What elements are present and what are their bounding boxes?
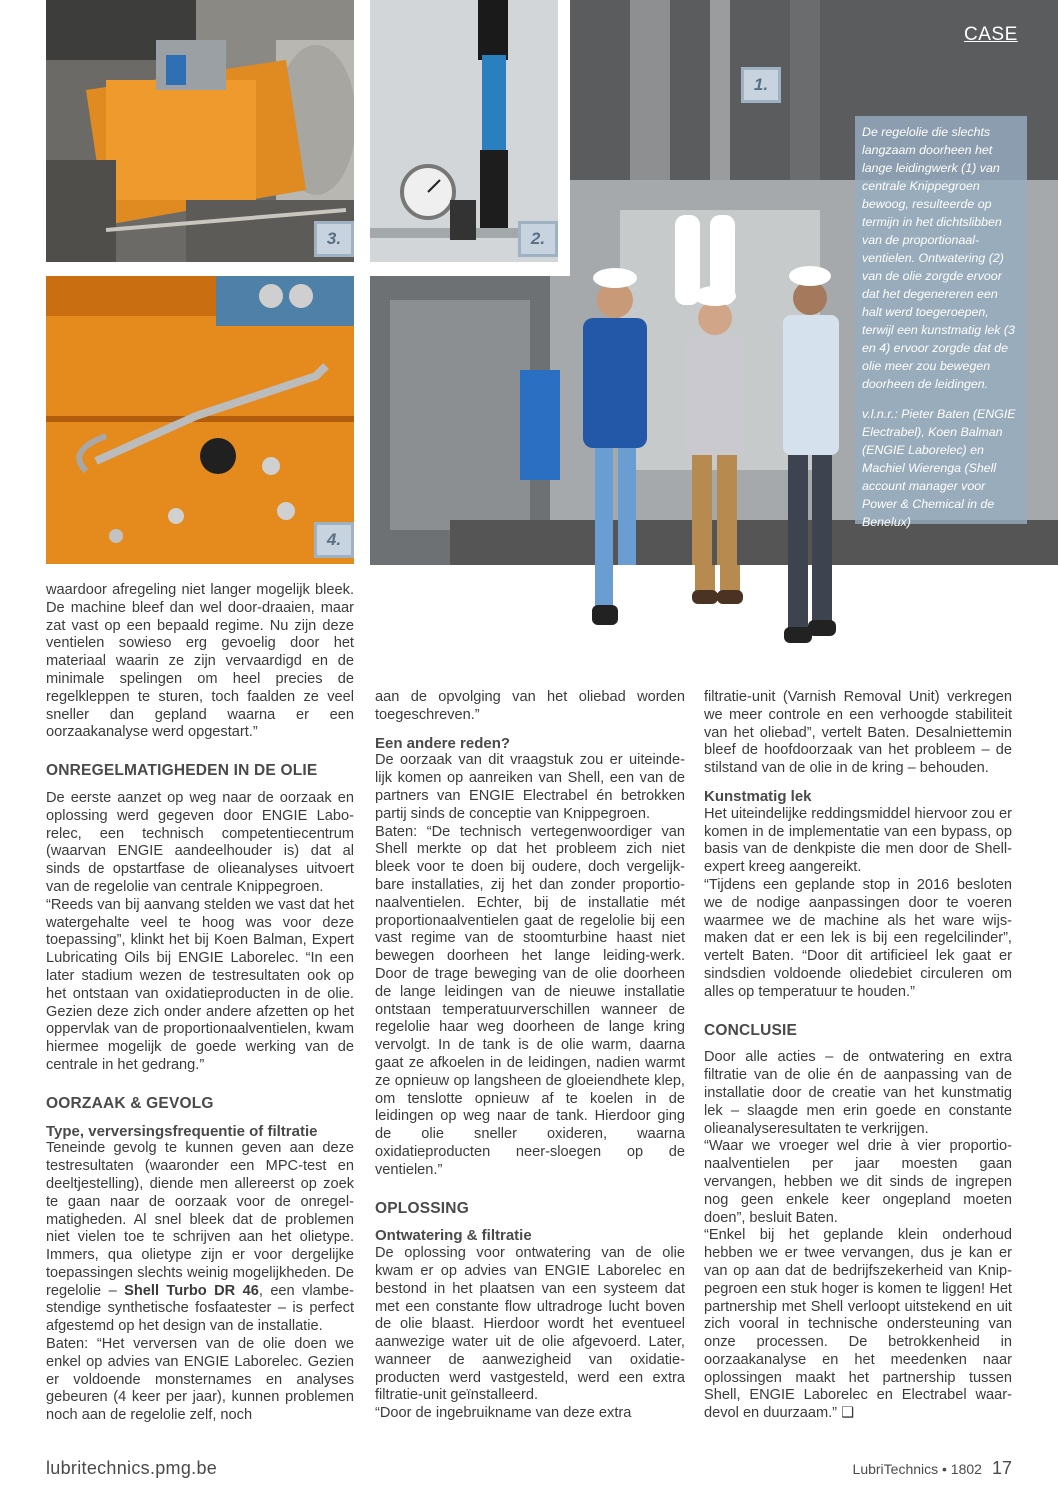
column-1 — [46, 582, 354, 1425]
footer-magazine — [853, 1458, 1012, 1479]
subheading-reden: Een andere reden? — [375, 734, 511, 752]
column-3 — [704, 689, 1012, 1423]
heading-onregelmatigheden: ONREGELMATIGHEDEN IN DE OLIE — [46, 762, 318, 780]
photo-badge-1: 1. — [741, 67, 781, 103]
photo-badge-2: 2. — [518, 221, 558, 257]
footer-issue: LubriTechnics • 1802 — [852, 1461, 982, 1477]
col3-paragraph-1: Het uiteindelijke reddingsmiddel hiervoor zou er komen in de implementatie van een bypass, op basis van de denkpiste die men door de Shell-expert kreeg aangereikt. — [704, 805, 1012, 876]
section-label-case: CASE — [964, 24, 1018, 45]
page-number: 17 — [991, 1458, 1012, 1478]
photo-orange-box — [46, 276, 354, 564]
photo-caption — [855, 116, 1027, 529]
col2-paragraph-4: “Door de ingebruikname van deze extra — [375, 1405, 632, 1422]
footer-url[interactable]: lubritechnics.pmg.be — [46, 1458, 218, 1478]
heading-oplossing: OPLOSSING — [375, 1199, 469, 1217]
col1-paragraph-1: De eerste aanzet op weg naar de oorzaak en oplossing werd gegeven door ENGIE Labo-relec, een technisch competentiecentrum (waarvan ENGIE aandeelhouder is) dat al sinds de opstartfase de olieanalyses uitvoert van de regelolie van centrale Knippegroen. — [46, 789, 354, 895]
product-name: Shell Turbo DR 46 — [124, 1282, 259, 1299]
subheading-ontwatering: Ontwatering & filtratie — [375, 1227, 532, 1245]
col2-intro: aan de opvolging van het oliebad worden toegeschreven.” — [375, 689, 685, 723]
heading-oorzaak: OORZAAK & GEVOLG — [46, 1094, 214, 1112]
photo-badge-3: 3. — [314, 221, 354, 257]
subheading-type: Type, verversingsfrequentie of filtratie — [46, 1122, 318, 1140]
caption-people: v.l.n.r.: Pieter Baten (ENGIE Electrabel), Koen Balman (ENGIE Laborelec) en Machiel Wierenga (Shell account manager voor Power & Chemical in de Benelux) — [862, 407, 1016, 529]
photo-orange-pump — [46, 0, 354, 262]
col3-paragraph-5: “Enkel bij het geplande klein onderhoud hebben we er twee vervangen, dus je kan er van op aan dat de bedrijfszekerheid van Knip-pegroen een stuk hoger is komen te liggen! Het partnership met Shell verloopt uitstekend en uit zich vooral in technische ondersteuning van onze processen. De betrokkenheid in oorzaakanalyse en het meedenken naar oplossingen maakt het partnership tussen Shell, ENGIE Laborelec en Electrabel waar-devol en duurzaam.” ❑ — [704, 1227, 1012, 1422]
photo-plant-people-extension — [570, 565, 860, 655]
col2-paragraph-2: Baten: “De technisch vertegenwoordiger van Shell merkte op dat het probleem zich niet bleek voor te doen bij oudere, doch vergelijk-bare installaties, zij het dan zonder proportio-naalventielen. Echter, bij de installatie mét proportionaalventielen gaat de regelolie bij een vast regime van de stoomturbine haast niet bewegen doorheen het lange leiding-werk. Door de trage beweging van de olie doorheen de lange leidingen van de nieuwe installatie ontstaan temperatuurverschillen wanneer de regelolie haar weg doorheen de lange kring vervolgt. In de tank is de olie warm, daarna gaat ze afkoelen in de leidingen, nadien warmt ze opnieuw op langsheen de gloeiendhete klep, om tenslotte opnieuw af te koelen in de leidingen op weg naar de tank. Hierdoor ging de olie sneller oxideren, waarna oxidatieproducten neer-sloegen op de ventielen.” — [375, 823, 685, 1178]
col2-paragraph-1: De oorzaak van dit vraagstuk zou er uiteinde-lijk komen op aanreiken van Shell, een van de partners van ENGIE Electrabel én betrokken partij sinds de conceptie van Knippegroen. — [375, 752, 685, 822]
col1-paragraph-2: “Reeds van bij aanvang stelden we vast dat het watergehalte veel te hoog was voor deze toepassing”, klinkt het bij Koen Balman, Expert Lubricating Oils bij ENGIE Laborelec. “In een later stadium wezen de testresultaten ook op het ontstaan van oxidatieproducten in de olie. Gezien deze zich onder andere afzetten op het oppervlak van de proportionaalventielen, kwam hiermee mogelijk de goede werking van de centrale in het gedrang.” — [46, 896, 354, 1073]
col3-paragraph-2: “Tijdens een geplande stop in 2016 besloten we de nodige aanpassingen door te voeren waarmee we de machine als het ware wijs-maken dat er een lek is bij een regelcilinder”, vertelt Baten. “Door dit artificieel lek gaat er sindsdien voldoende oliedebiet circuleren om alles op temperatuur te houden.” — [704, 876, 1012, 1000]
col3-paragraph-3: Door alle acties – de ontwatering en extra filtratie van de olie én de aanpassing van de installatie door de creatie van het kunstmatig lek – slaagde men erin goede en constante olieanalyseresultaten te verkrijgen. — [704, 1049, 1012, 1137]
heading-conclusie: CONCLUSIE — [704, 1021, 798, 1039]
col3-paragraph-4: “Waar we vroeger wel drie à vier proportio-naalventielen per jaar moesten gaan vervangen, hebben we dit sinds de ingrepen nog geen enkele keer ongepland moeten doen”, besluit Baten. — [704, 1138, 1012, 1226]
col2-paragraph-3: De oplossing voor ontwatering van de olie kwam er op advies van ENGIE Laborelec en bestond in het plaatsen van een systeem dat met een constante flow ultradroge lucht boven de olie blaast. Hierdoor wordt het eventueel aanwezige water uit de olie afgevoerd. Later, wanneer de aanwezigheid van oxidatie-producten werd vastgesteld, werd een extra filtratie-unit geïnstalleerd. — [375, 1245, 685, 1404]
col1-paragraph-4: Baten: “Het verversen van de olie doen we enkel op advies van ENGIE Laborelec. Gezien er voldoende monsternames en analyses gebeuren (4 keer per jaar), kunnen problemen noch aan de regelolie zelf, noch — [46, 1336, 354, 1424]
col1-intro: waardoor afregeling niet langer mogelijk bleek. De machine bleef dan wel door-draaien, maar zat vast op een bepaald regime. Nu zijn deze ventielen sowieso erg gevoelig door het materiaal waarin ze zijn vervaardigd en de minimale spelingen om heel precies de regelkleppen te sturen, toch faalden ze veel sneller dan gepland waarna er een oorzaakanalyse werd opgestart.” — [46, 582, 354, 741]
col1-paragraph-3: Teneinde gevolg te kunnen geven aan deze testresultaten (waaronder een MPC-test en deeltjestelling), diende men allereerst op zoek te gaan naar de oorzaak voor de onregel-matigheden. Al snel bleek dat de problemen niet vielen toe te schrijven aan het olietype. Immers, qua olietype zijn er voor dergelijke toepassingen slechts weinig mogelijkheden. De regelolie – Shell Turbo DR 46, een vlambe-stendige synthetische fosfaatester – is perfect afgestemd op het design van de installatie. — [46, 1140, 354, 1335]
subheading-kunstmatig-lek: Kunstmatig lek — [704, 787, 812, 805]
column-2 — [375, 689, 685, 1423]
photo-badge-4: 4. — [314, 522, 354, 558]
col3-intro: filtratie-unit (Varnish Removal Unit) verkregen we meer controle en een verhoogde stabiliteit van het oliebad”, vertelt Baten. Desalniettemin bleef de hoofdoorzaak van het probleem – de stilstand van de olie in de kring – behouden. — [704, 689, 1012, 777]
caption-description: De regelolie die slechts langzaam doorheen het lange leidingwerk (1) van centrale Knippegroen bewoog, resulteerde op termijn in het dichtslibben van de proportionaal-ventielen. Ontwatering (2) van de olie zorgde ervoor dat het degenereren een halt werd toegeroepen, terwijl een kunstmatig lek (3 en 4) ervoor zorgde dat de olie meer zou bewegen doorheen de leidingen. — [862, 125, 1015, 391]
